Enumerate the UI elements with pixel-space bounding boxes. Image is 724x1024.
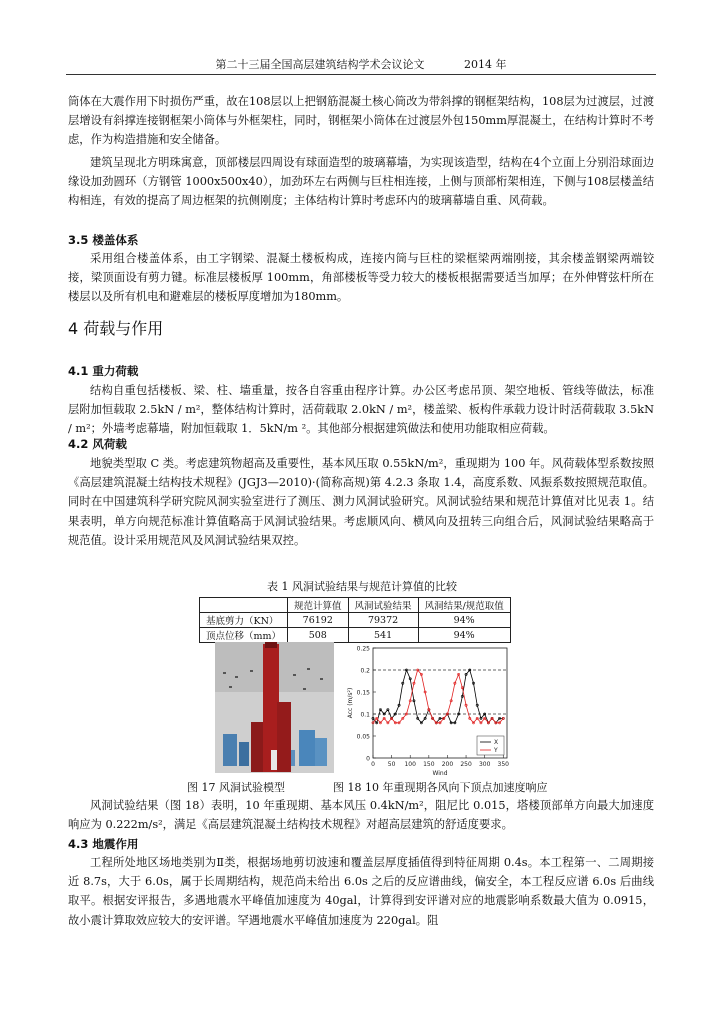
table-cell: 94% bbox=[418, 628, 510, 643]
table-header-cell: 风洞结果/规范取值 bbox=[418, 598, 510, 613]
y-tick-label: 0 bbox=[366, 755, 370, 763]
paragraph-wind-results: 风洞试验结果（图 18）表明，10 年重现期、基本风压 0.4kN/m²，阻尼比 0.015，塔楼顶部单方向最大加速度响应为 0.222m/s²，满足《高层建筑混凝土结构技术规程》对超高层建筑的舒适度要求。 bbox=[68, 799, 654, 832]
table-row bbox=[200, 613, 511, 628]
x-tick-label: 350 bbox=[497, 761, 510, 768]
section-4-2-heading: 4.2 风荷载 bbox=[68, 437, 127, 451]
table-cell: 基底剪力（KN） bbox=[200, 613, 288, 628]
x-tick-label: 50 bbox=[387, 761, 396, 768]
y-tick-label: 0.2 bbox=[360, 667, 370, 675]
x-tick-label: 300 bbox=[478, 761, 491, 768]
table-cell: 76192 bbox=[288, 613, 349, 628]
legend-box bbox=[477, 736, 504, 755]
figure-17-caption: 图 17 风洞试验模型 bbox=[187, 781, 285, 794]
table-1-caption: 表 1 风洞试验结果与规范计算值的比较 bbox=[267, 580, 457, 593]
table-header-cell: 规范计算值 bbox=[288, 598, 349, 613]
running-header bbox=[66, 58, 656, 75]
section-3-5-heading: 3.5 楼盖体系 bbox=[68, 233, 139, 247]
comparison-table bbox=[199, 597, 511, 643]
table-cell: 94% bbox=[418, 613, 510, 628]
table-cell: 541 bbox=[348, 628, 418, 643]
y-tick-label: 0.25 bbox=[356, 645, 370, 653]
paragraph-gravity-loads: 结构自重包括楼板、梁、柱、墙重量，按各自容重由程序计算。办公区考虑吊顶、架空地板、管线等做法，标准层附加恒载取 2.5kN / m²，整体结构计算时，活荷载取 2.0kN / m²，楼盖梁、板构件承载力设计时活荷载取 3.5kN / m²；外墙考虑幕墙，附加恒载取 1．5kN/m ²。其他部分根据建筑做法和使用功能取相应荷载。 bbox=[68, 384, 654, 436]
paragraph-seismic: 工程所处地区场地类别为Ⅱ类，根据场地剪切波速和覆盖层厚度插值得到特征周期 0.4s。本工程第一、二周期接近 8.7s，大于 6.0s，属于长周期结构，规范尚未给出 6.0s 之后的反应谱曲线，偏安全，本工程反应谱 6.0s 后曲线取平。根据安评报告，多遇地震水平峰值加速度为 40gal，计算得到安评谱对应的地震影响系数最大值为 0.0915，故小震计算取效应较大的安评谱。罕遇地震水平峰值加速度为 220gal。阻 bbox=[68, 856, 654, 927]
x-tick-label: 250 bbox=[460, 761, 472, 768]
x-tick-label: 200 bbox=[441, 761, 454, 768]
wind-tunnel-model-photo bbox=[215, 642, 334, 773]
x-tick-label: 100 bbox=[404, 761, 416, 768]
y-tick-label: 0.05 bbox=[356, 733, 370, 741]
table-cell: 79372 bbox=[348, 613, 418, 628]
y-axis-label: Acc (m/s²) bbox=[347, 687, 354, 719]
section-4-heading: 4 荷载与作用 bbox=[68, 319, 164, 338]
table-header-row bbox=[200, 598, 511, 613]
y-tick-label: 0.15 bbox=[356, 689, 370, 697]
table-header-cell: 风洞试验结果 bbox=[348, 598, 418, 613]
legend-label: Y bbox=[494, 747, 498, 755]
acceleration-chart bbox=[345, 640, 517, 780]
legend-label: X bbox=[494, 739, 499, 747]
table-header-cell bbox=[200, 598, 288, 613]
table-cell: 顶点位移（mm） bbox=[200, 628, 288, 643]
conference-title: 第二十三届全国高层建筑结构学术会议论文 bbox=[215, 58, 425, 71]
paragraph-core-tube: 筒体在大震作用下时损伤严重，故在108层以上把钢筋混凝土核心筒改为带斜撑的钢框架结构，108层为过渡层，过渡层增设有斜撑连接钢框架小筒体与外框架柱，同时，钢框架小筒体在过渡层外包150mm厚混凝土，在结构计算时不考虑，作为构造措施和安全储备。 bbox=[68, 95, 654, 147]
table-cell: 508 bbox=[288, 628, 349, 643]
paragraph-facade-ring: 建筑呈现北方明珠寓意，顶部楼层四周设有球面造型的玻璃幕墙，为实现该造型，结构在4个立面上分别沿球面边缘设加劲圆环（方钢管 1000x500x40），加劲环左右两侧与巨柱相连接，上侧与顶部桁架相连，下侧与108层楼盖结构相连，有效的提高了周边框架的抗侧刚度；主体结构计算时考虑环内的玻璃幕墙自重、风荷载。 bbox=[68, 156, 654, 208]
x-tick-label: 0 bbox=[371, 761, 375, 768]
section-4-1-heading: 4.1 重力荷载 bbox=[68, 364, 139, 378]
figure-18-caption: 图 18 10 年重现期各风向下顶点加速度响应 bbox=[333, 781, 548, 794]
x-axis-label: Wind bbox=[432, 770, 448, 777]
paragraph-wind-loads: 地貌类型取 C 类。考虑建筑物超高及重要性，基本风压取 0.55kN/m²，重现期为 100 年。风荷载体型系数按照《高层建筑混凝土结构技术规程》(JGJ3—2010)·(简称高规)第 4.2.3 条取 1.4，高度系数、风振系数按照规范取值。同时在中国建筑科学研究院风洞实验室进行了测压、测力风洞试验研究。风洞试验结果和规范计算值对比见表 1。结果表明，单方向规范标准计算值略高于风洞试验结果。考虑顺风向、横风向及扭转三向组合后，风洞试验结果略高于规范值。设计采用规范风及风洞试验结果双控。 bbox=[68, 457, 654, 547]
wind-tunnel-illustration bbox=[215, 642, 334, 773]
header-year: 2014 年 bbox=[464, 58, 507, 71]
section-4-3-heading: 4.3 地震作用 bbox=[68, 837, 139, 851]
paragraph-floor-system: 采用组合楼盖体系，由工字钢梁、混凝土楼板构成，连接内筒与巨柱的梁框梁两端刚接，其余楼盖钢梁两端铰接，梁顶面设有剪力键。标准层楼板厚 100mm，角部楼板等受力较大的楼板根据需要适当加厚；在外伸臂弦杆所在楼层以及所有机电和避难层的楼板厚度增加为180mm。 bbox=[68, 252, 654, 304]
x-tick-label: 150 bbox=[423, 761, 435, 768]
y-tick-label: 0.1 bbox=[360, 711, 370, 719]
